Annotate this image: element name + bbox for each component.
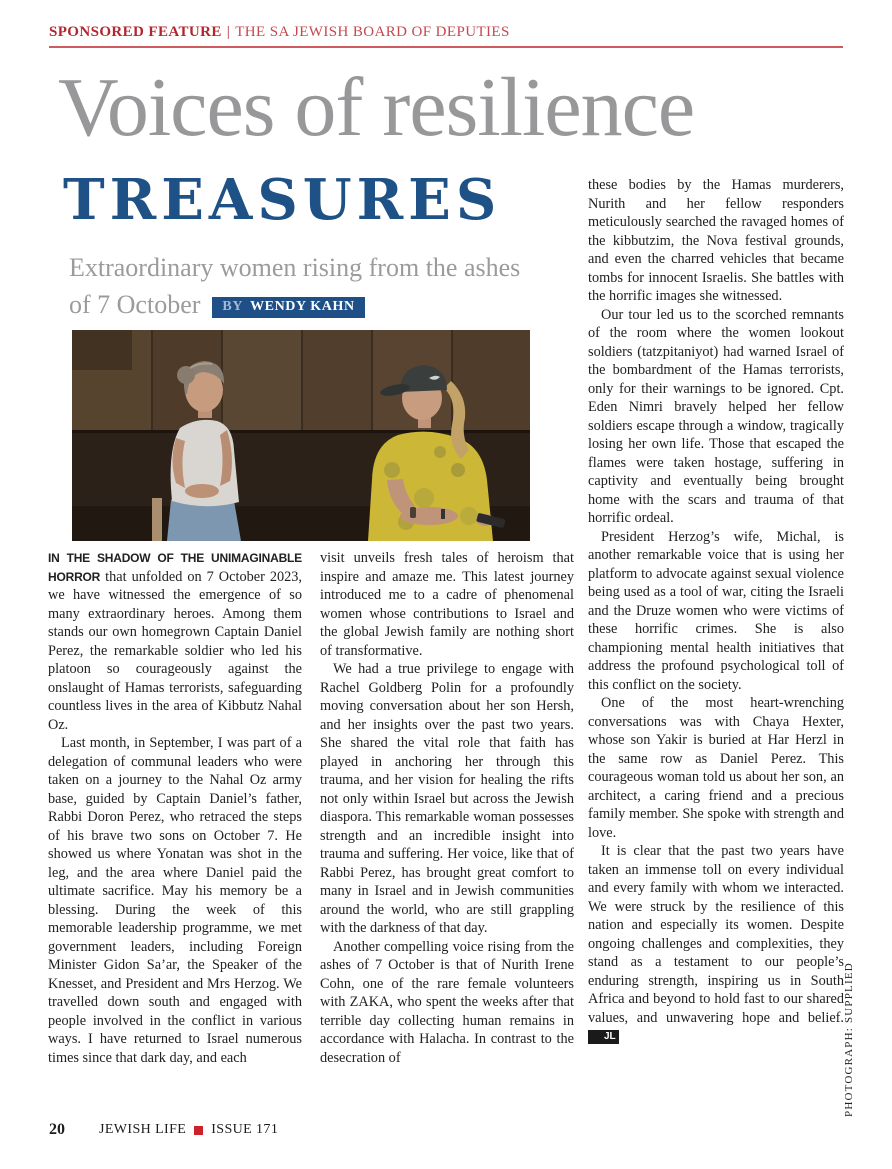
paragraph-text: We had a true privilege to engage with Rachel Goldberg Polin for a profoundly moving conversation about her son Hersh, and her insights over the past two years. She shared the vital role that faith has played in anchoring her through this trauma, and her vision for healing the rifts not only within Israel but across the Jewish diaspora. This remarkable woman possesses strength and an incredible insight into trauma and suffering. Her voice, like that of Rabbi Perez, has brought great comfort to many in Israel and in Jewish communities around the world, who are still grappling with the darkness of that day. xyxy=(320,661,574,936)
kicker-sponsored-feature: SPONSORED FEATURE xyxy=(49,24,222,40)
paragraph xyxy=(320,938,574,1068)
article-column-1 xyxy=(48,549,302,1119)
byline-name: WENDY KAHN xyxy=(250,299,355,314)
subtitle-line1: Extraordinary women rising from the ashes xyxy=(69,253,521,282)
page-number: 20 xyxy=(49,1121,65,1138)
issue-separator-square-icon xyxy=(194,1126,203,1135)
kicker-rule xyxy=(49,46,843,48)
paragraph-lead-in: IN THE SHADOW OF THE UNIMAGINABLE HORROR xyxy=(48,551,302,584)
paragraph-text: Last month, in September, I was part of a delegation of communal leaders who were taken on a journey to the Nahal Oz army base, guided by Captain Daniel’s father, Rabbi Doron Perez, who retraced the steps of his brave two sons on October 7. He showed us where Yonatan was shot in the leg, and the area where Daniel paid the ultimate sacrifice. May his memory be a blessing. During the week of this memorable leadership programme, we met government leaders, including Foreign Minister Gidon Sa’ar, the Speaker of the Knesset, and President and Mrs Herzog. We travelled down south and engaged with people involved in the conflict in various ways. I have returned to Israel numerous times since that dark day, and each xyxy=(48,735,302,1066)
subtitle-line2-text: of 7 October xyxy=(69,290,201,319)
paragraph-text: these bodies by the Hamas murderers, Nurith and her fellow responders meticulously searched the ravaged homes of the kibbutzim, the Nova festival grounds, and even the charred vehicles that became tombs for innocent Israelis. She battles with the horrific images she witnessed. xyxy=(588,177,844,304)
paragraph-text: President Herzog’s wife, Michal, is another remarkable voice that is using her platform to advocate against sexual violence being used as a tool of war, citing the Israeli and the Druze women who were victims of these horrific crimes. She is also championing mental health initiatives that address the profound psychological toll of this conflict on the society. xyxy=(588,528,844,693)
photo-illustration xyxy=(72,330,530,541)
paragraph xyxy=(48,734,302,1067)
paragraph xyxy=(588,694,844,842)
subtitle-line2 xyxy=(69,292,365,318)
article-title: Voices of resilience xyxy=(58,61,695,154)
article-column-2 xyxy=(320,549,574,1119)
paragraph-text: It is clear that the past two years have taken an immense toll on every individual and every family with whom we interacted. We were struck by the resilience of this nation and especially its women. Despite ongoing challenges and complexities, they stand as a testament to our people’s enduring strength, inspiring us in South Africa and beyond to hold fast to our shared values, and unwavering hope and belief. xyxy=(588,843,844,1026)
paragraph xyxy=(320,660,574,938)
paragraph xyxy=(48,549,302,734)
article-headline: TREASURES xyxy=(63,167,502,233)
paragraph-text: Another compelling voice rising from the ashes of 7 October is that of Nurith Irene Cohn, one of the rare female volunteers with ZAKA, who spent the weeks after that terrible day collecting human remains in accordance with Halacha. In contrast to the desecration of xyxy=(320,938,574,1066)
kicker-divider: | xyxy=(226,24,231,40)
paragraph xyxy=(588,176,844,306)
paragraph xyxy=(588,306,844,528)
kicker-organisation: THE SA JEWISH BOARD OF DEPUTIES xyxy=(235,24,510,40)
issue-number: ISSUE 171 xyxy=(211,1122,279,1137)
article-column-3 xyxy=(588,176,844,1126)
paragraph-text: that unfolded on 7 October 2023, we have witnessed the emergence of so many extraordinary heroes. Among them stands our own homegrown Captain Daniel Perez, the remarkable soldier who led his platoon so courageously against the onslaught of Hamas terrorists, safeguarding countless lives in the area of Kibbutz Nahal Oz. xyxy=(48,568,302,733)
byline-badge xyxy=(212,297,364,318)
kicker xyxy=(49,24,843,41)
page-footer xyxy=(49,1121,278,1139)
end-of-article-mark: JL xyxy=(588,1030,619,1044)
photo-credit: PHOTOGRAPH: SUPPLIED xyxy=(843,962,855,1117)
paragraph xyxy=(588,528,844,695)
paragraph-text: Our tour led us to the scorched remnants of the room where the women lookout soldiers (tatzpitaniyot) had warned Israel of the bombardment of the Hamas terrorists, only for their warnings to be ignored. Cpt. Eden Nimri bravely helped her fellow soldiers escape through a window, tragically losing her own life. Those that escaped the flames were taken hostage, suffering in captivity and eventually being brought home with the scars and trauma of that horrific ordeal. xyxy=(588,306,844,526)
byline-prefix: BY xyxy=(222,299,244,314)
paragraph-text: visit unveils fresh tales of heroism that inspire and amaze me. This latest journey introduced me to a cadre of phenomenal women whose contributions to Israel and the global Jewish family are nothing short of transformative. xyxy=(320,550,574,659)
paragraph xyxy=(588,842,844,1046)
paragraph xyxy=(320,549,574,660)
paragraph-text: One of the most heart-wrenching conversations was with Chaya Hexter, whose son Yakir is buried at Har Herzl in the same row as Daniel Perez. This courageous woman told us about her son, an architect, a caring friend and a precious family member. She spoke with strength and love. xyxy=(588,695,844,841)
article-photo xyxy=(72,330,530,541)
magazine-name: JEWISH LIFE xyxy=(99,1122,187,1137)
